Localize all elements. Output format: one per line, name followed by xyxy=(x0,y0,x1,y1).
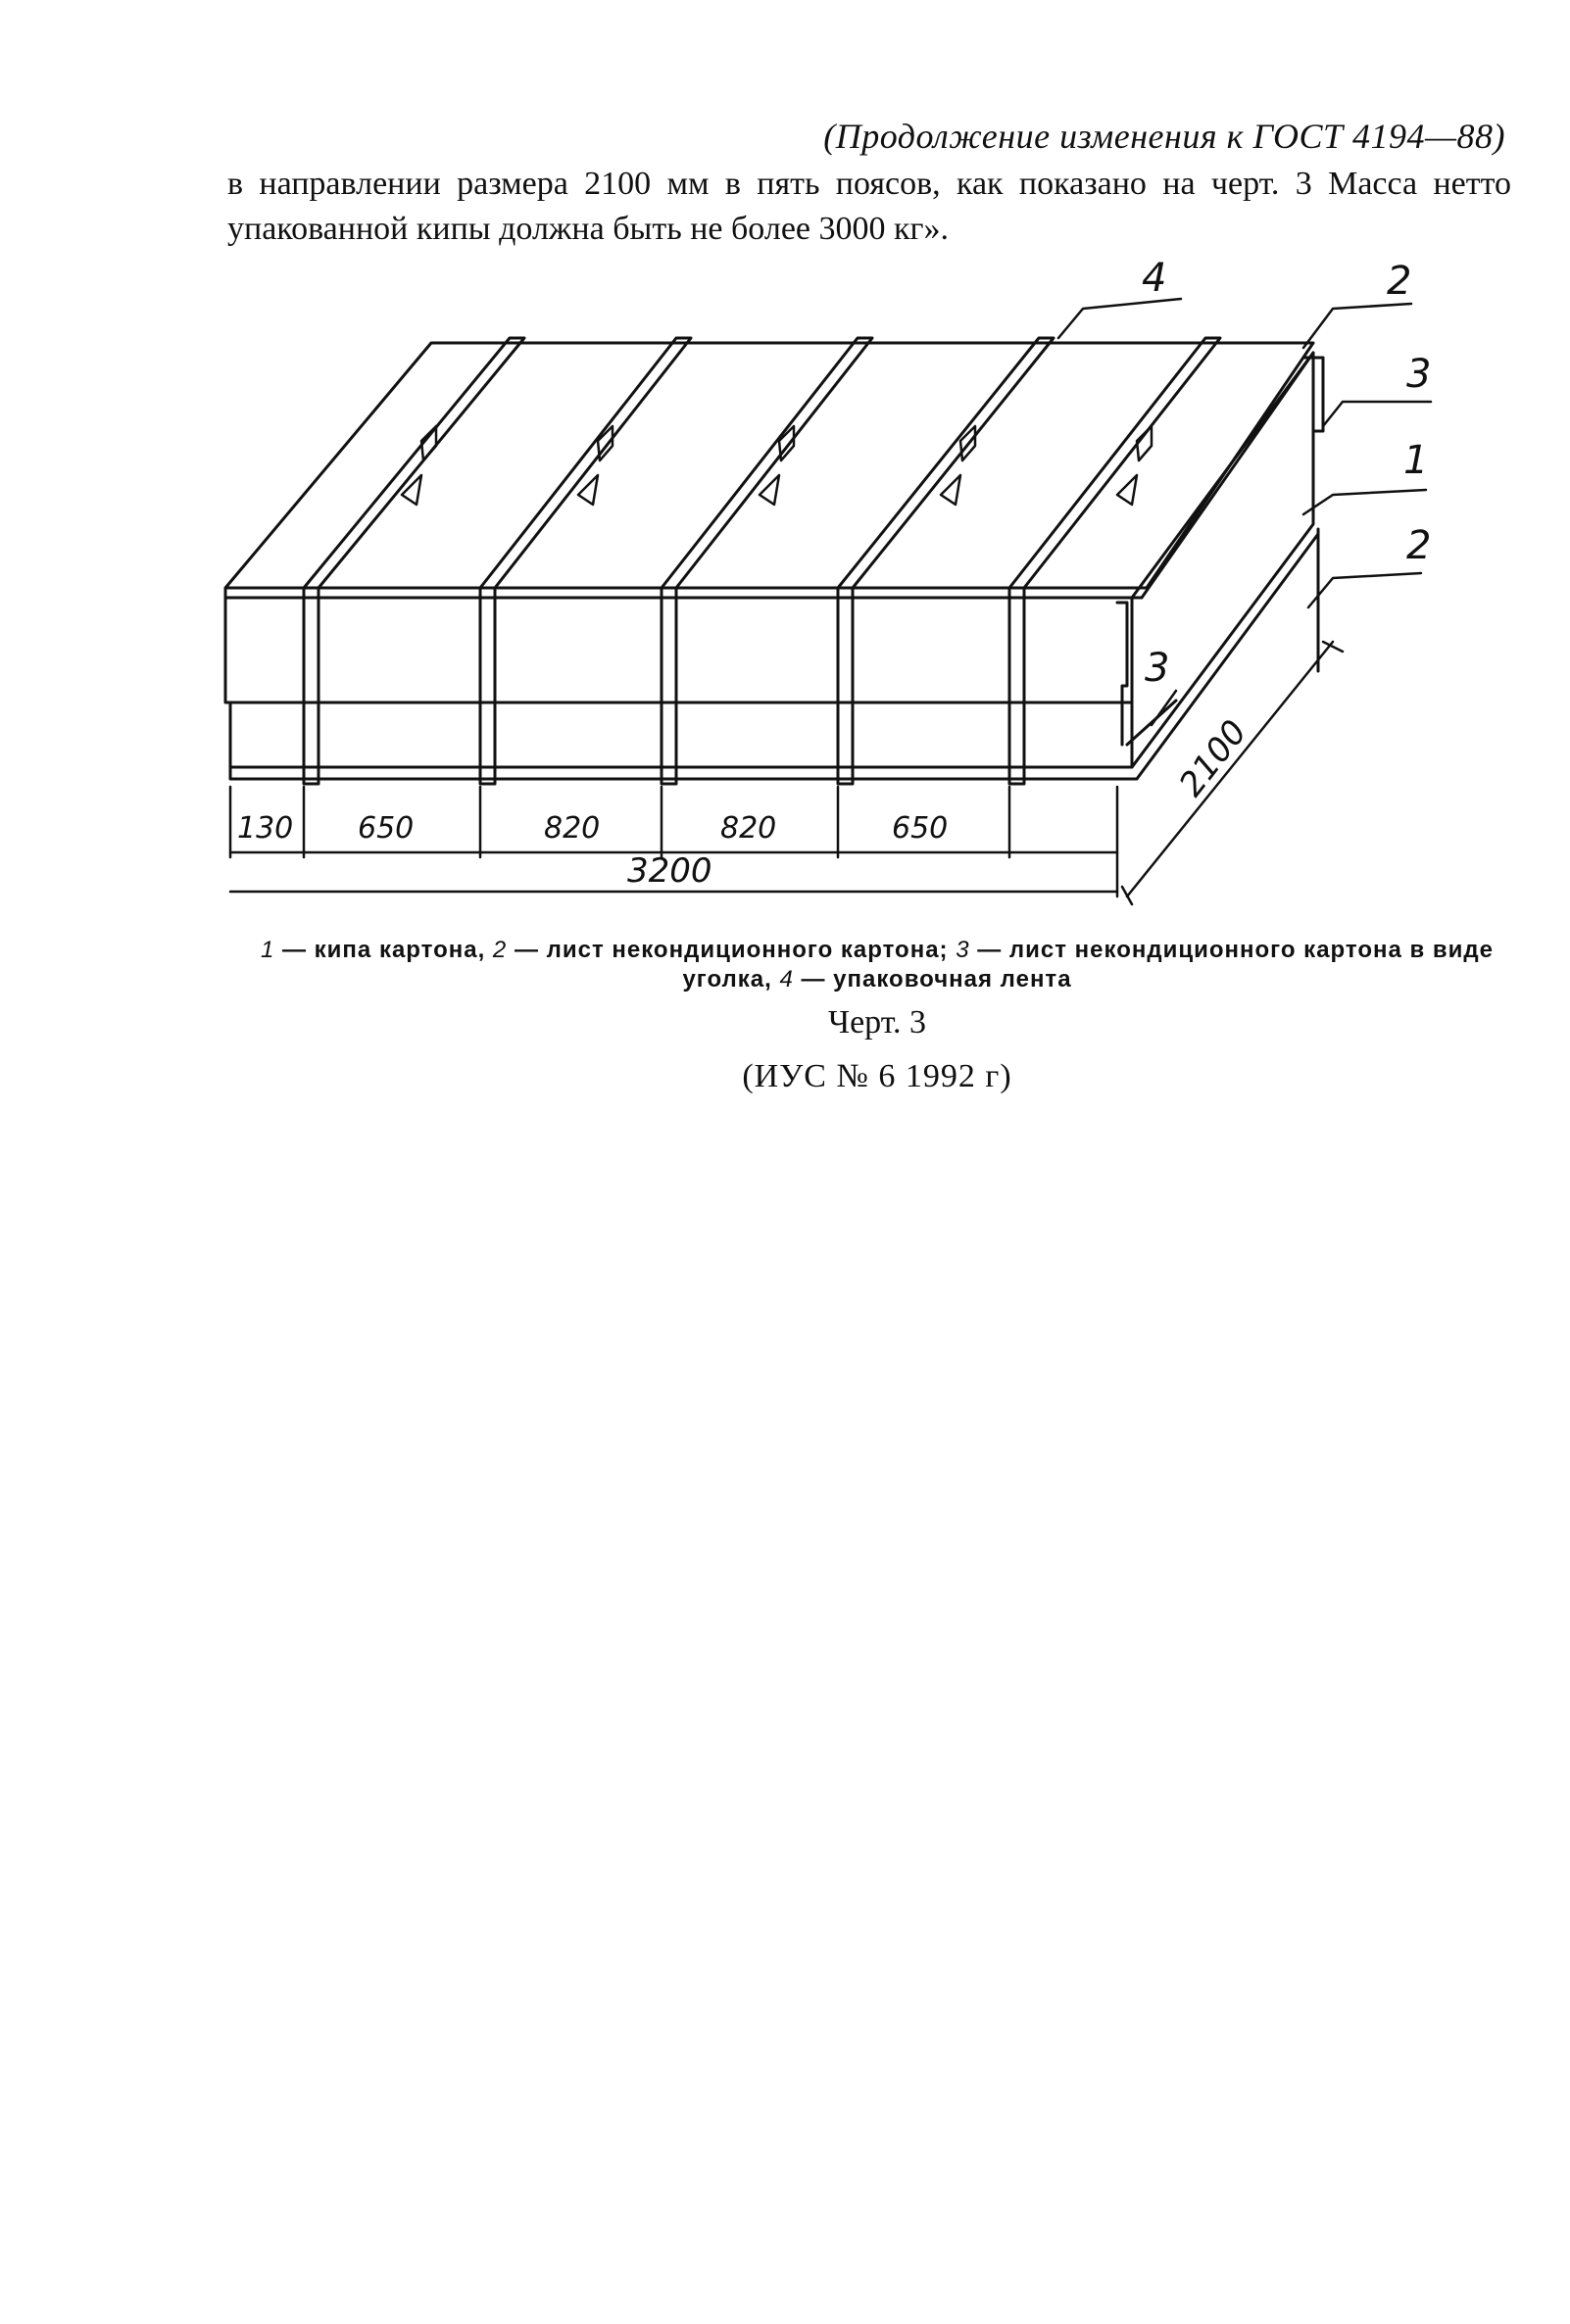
legend-text-3: — лист некондиционного картона в виде уголка, xyxy=(682,937,1495,993)
dim-650-b: 650 xyxy=(892,811,949,846)
body-paragraph: в направлении размера 2100 мм в пять поясов, как показано на черт. 3 Масса нетто упакованной кипы должна быть не более 3000 кг». xyxy=(227,166,1511,247)
dim-820-a: 820 xyxy=(544,811,601,846)
legend-text-1: — кипа картона, xyxy=(274,937,493,963)
callout-1: 1 xyxy=(1403,438,1429,483)
source-note: (ИУС № 6 1992 г) xyxy=(742,1058,1012,1094)
strap-4 xyxy=(838,338,1054,784)
callout-3-right: 3 xyxy=(1406,352,1432,397)
callout-3-front: 3 xyxy=(1145,646,1170,691)
bale-drawing xyxy=(196,250,1470,926)
legend-num-2: 2 xyxy=(492,937,508,963)
strap-1 xyxy=(304,338,524,784)
dim-3200: 3200 xyxy=(627,851,712,891)
legend-num-4: 4 xyxy=(779,966,794,993)
strap-3 xyxy=(662,338,872,784)
callout-2-top: 2 xyxy=(1387,259,1412,304)
top-sheet-edge xyxy=(225,353,1313,598)
dim-820-b: 820 xyxy=(720,811,777,846)
callout-leaders xyxy=(1058,299,1431,725)
dim-650-a: 650 xyxy=(358,811,415,846)
bale-front-face xyxy=(225,598,1132,767)
legend-text-2: — лист некондиционного картона; xyxy=(507,937,957,963)
strap-5 xyxy=(1009,338,1220,784)
figure-caption: Черт. 3 xyxy=(827,1004,927,1041)
strap-buckles xyxy=(402,426,1152,505)
bale-drawing-svg xyxy=(196,250,1470,926)
callout-4: 4 xyxy=(1142,256,1167,301)
legend-num-1: 1 xyxy=(260,937,275,963)
strap-2 xyxy=(480,338,691,784)
bale-top-face xyxy=(225,343,1313,588)
dim-130: 130 xyxy=(237,811,294,846)
callout-2-bottom: 2 xyxy=(1406,523,1432,568)
legend-text-4: — упаковочная лента xyxy=(793,966,1072,993)
figure-legend xyxy=(245,936,1509,994)
packing-straps xyxy=(304,338,1220,784)
dim-2100: 2100 xyxy=(1171,712,1255,804)
continuation-header: (Продолжение изменения к ГОСТ 4194—88) xyxy=(823,117,1505,156)
legend-num-3: 3 xyxy=(956,937,970,963)
